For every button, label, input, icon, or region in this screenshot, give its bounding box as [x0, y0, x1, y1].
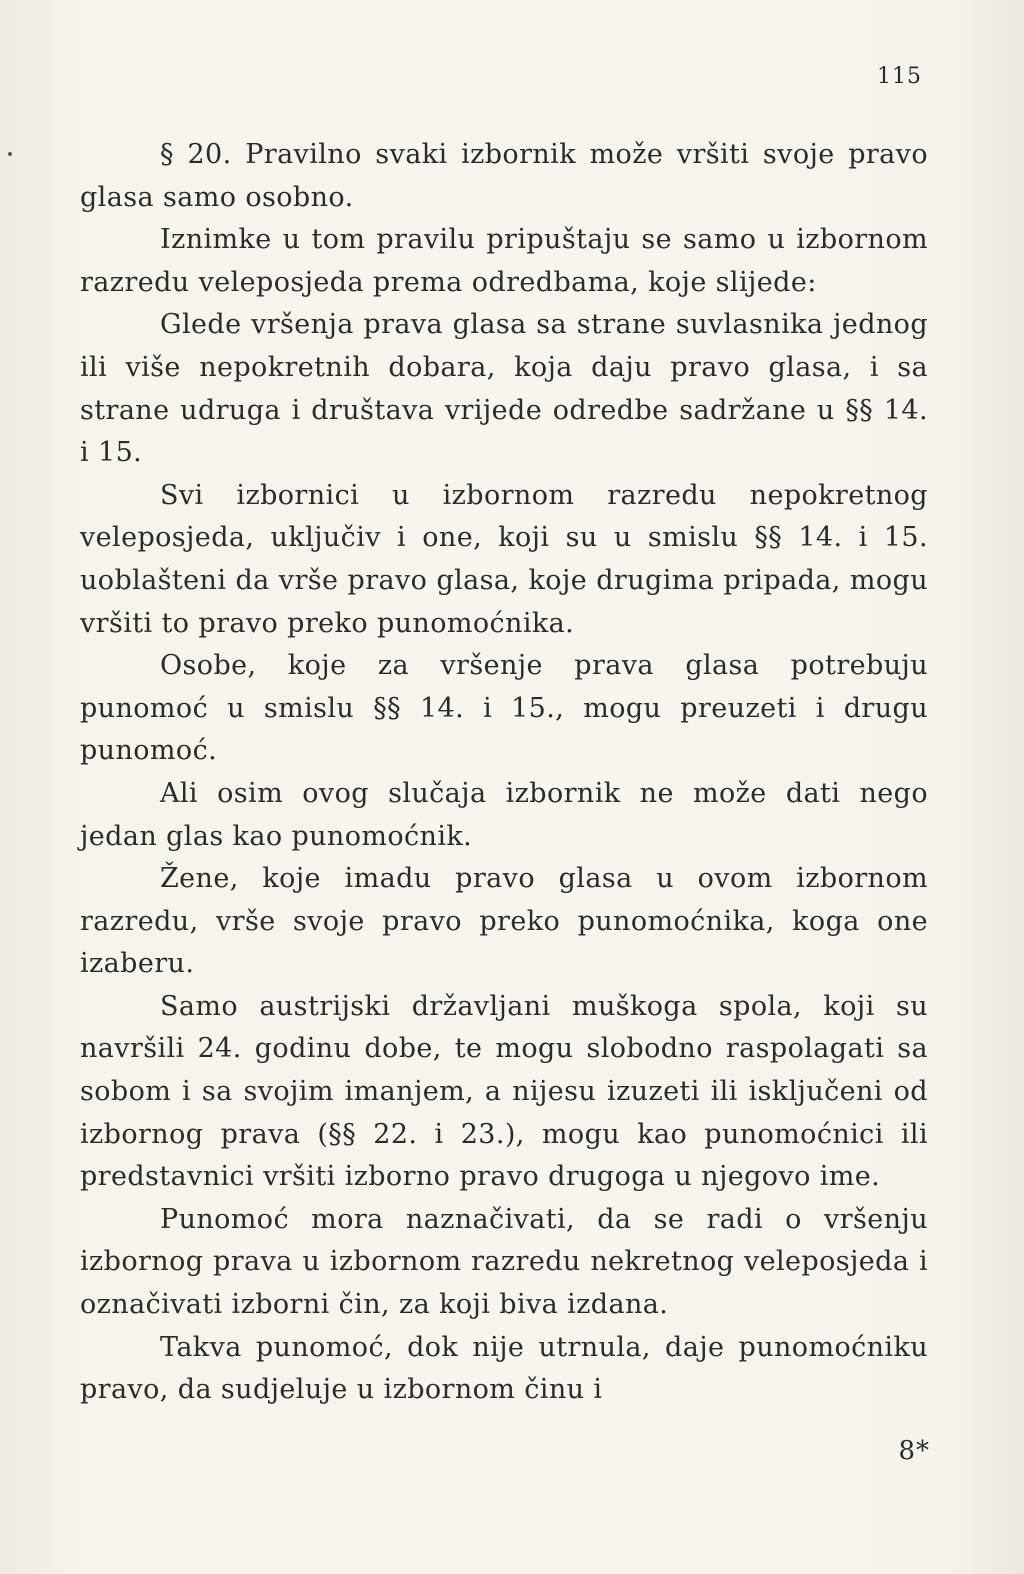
paragraph-proxy-content: Punomoć mora naznačivati, da se radi o vršenju izbornog prava u izbornom razredu nekretnog veleposjeda i označivati izborni čin, za koji biva izdana. — [80, 1203, 928, 1321]
margin-speck — [8, 152, 12, 156]
page-number: 115 — [877, 64, 922, 89]
paragraph-section-20: § 20. Pravilno svaki izbornik može vršiti svoje pravo glasa samo osobno. — [80, 139, 928, 213]
paragraph-women: Žene, koje imadu pravo glasa u ovom izbornom razredu, vrše svoje pravo preko punomoćnika, koga one izaberu. — [80, 863, 928, 980]
paragraph-eligibility: Samo austrijski državljani muškoga spola, koji su navršili 24. godinu dobe, te mogu slobodno raspolagati sa sobom i sa svojim imanjem, a nijesu izuzeti ili isključeni od izbornog prava (§§ 22. i 23.), mogu kao punomoćnici ili predstavnici vršiti izborno pravo drugoga u njegovo ime. — [80, 990, 928, 1193]
paragraph-proxy-validity: Takva punomoć, dok nije utrnula, daje punomoćniku pravo, da sudjeluje u izbornom činu i — [80, 1331, 928, 1406]
paragraph-proxies: Svi izbornici u izbornom razredu nepokretnog veleposjeda, uključiv i one, koji su u smislu §§ 14. i 15. uoblašteni da vrše pravo glasa, koje drugima pripada, mogu vršiti to pravo preko punomoćnika. — [80, 479, 928, 639]
paragraph-one-vote: Ali osim ovog slučaja izbornik ne može dati nego jedan glas kao punomoćnik. — [80, 777, 928, 852]
body-text — [80, 134, 928, 1412]
paragraph-exceptions: Iznimke u tom pravilu pripuštaju se samo u izbornom razredu veleposjeda prema odredbama, koje slijede: — [80, 224, 928, 298]
paragraph-co-owners: Glede vršenja prava glasa sa strane suvlasnika jednog ili više nepokretnih dobara, koja daju pravo glasa, i sa strane udruga i društava vrijede odredbe sadržane u §§ 14. i 15. — [80, 309, 928, 469]
paragraph-second-proxy: Osobe, koje za vršenje prava glasa potrebuju punomoć u smislu §§ 14. i 15., mogu preuzeti i drugu punomoć. — [80, 650, 928, 767]
catchword: 8* — [898, 1436, 930, 1466]
